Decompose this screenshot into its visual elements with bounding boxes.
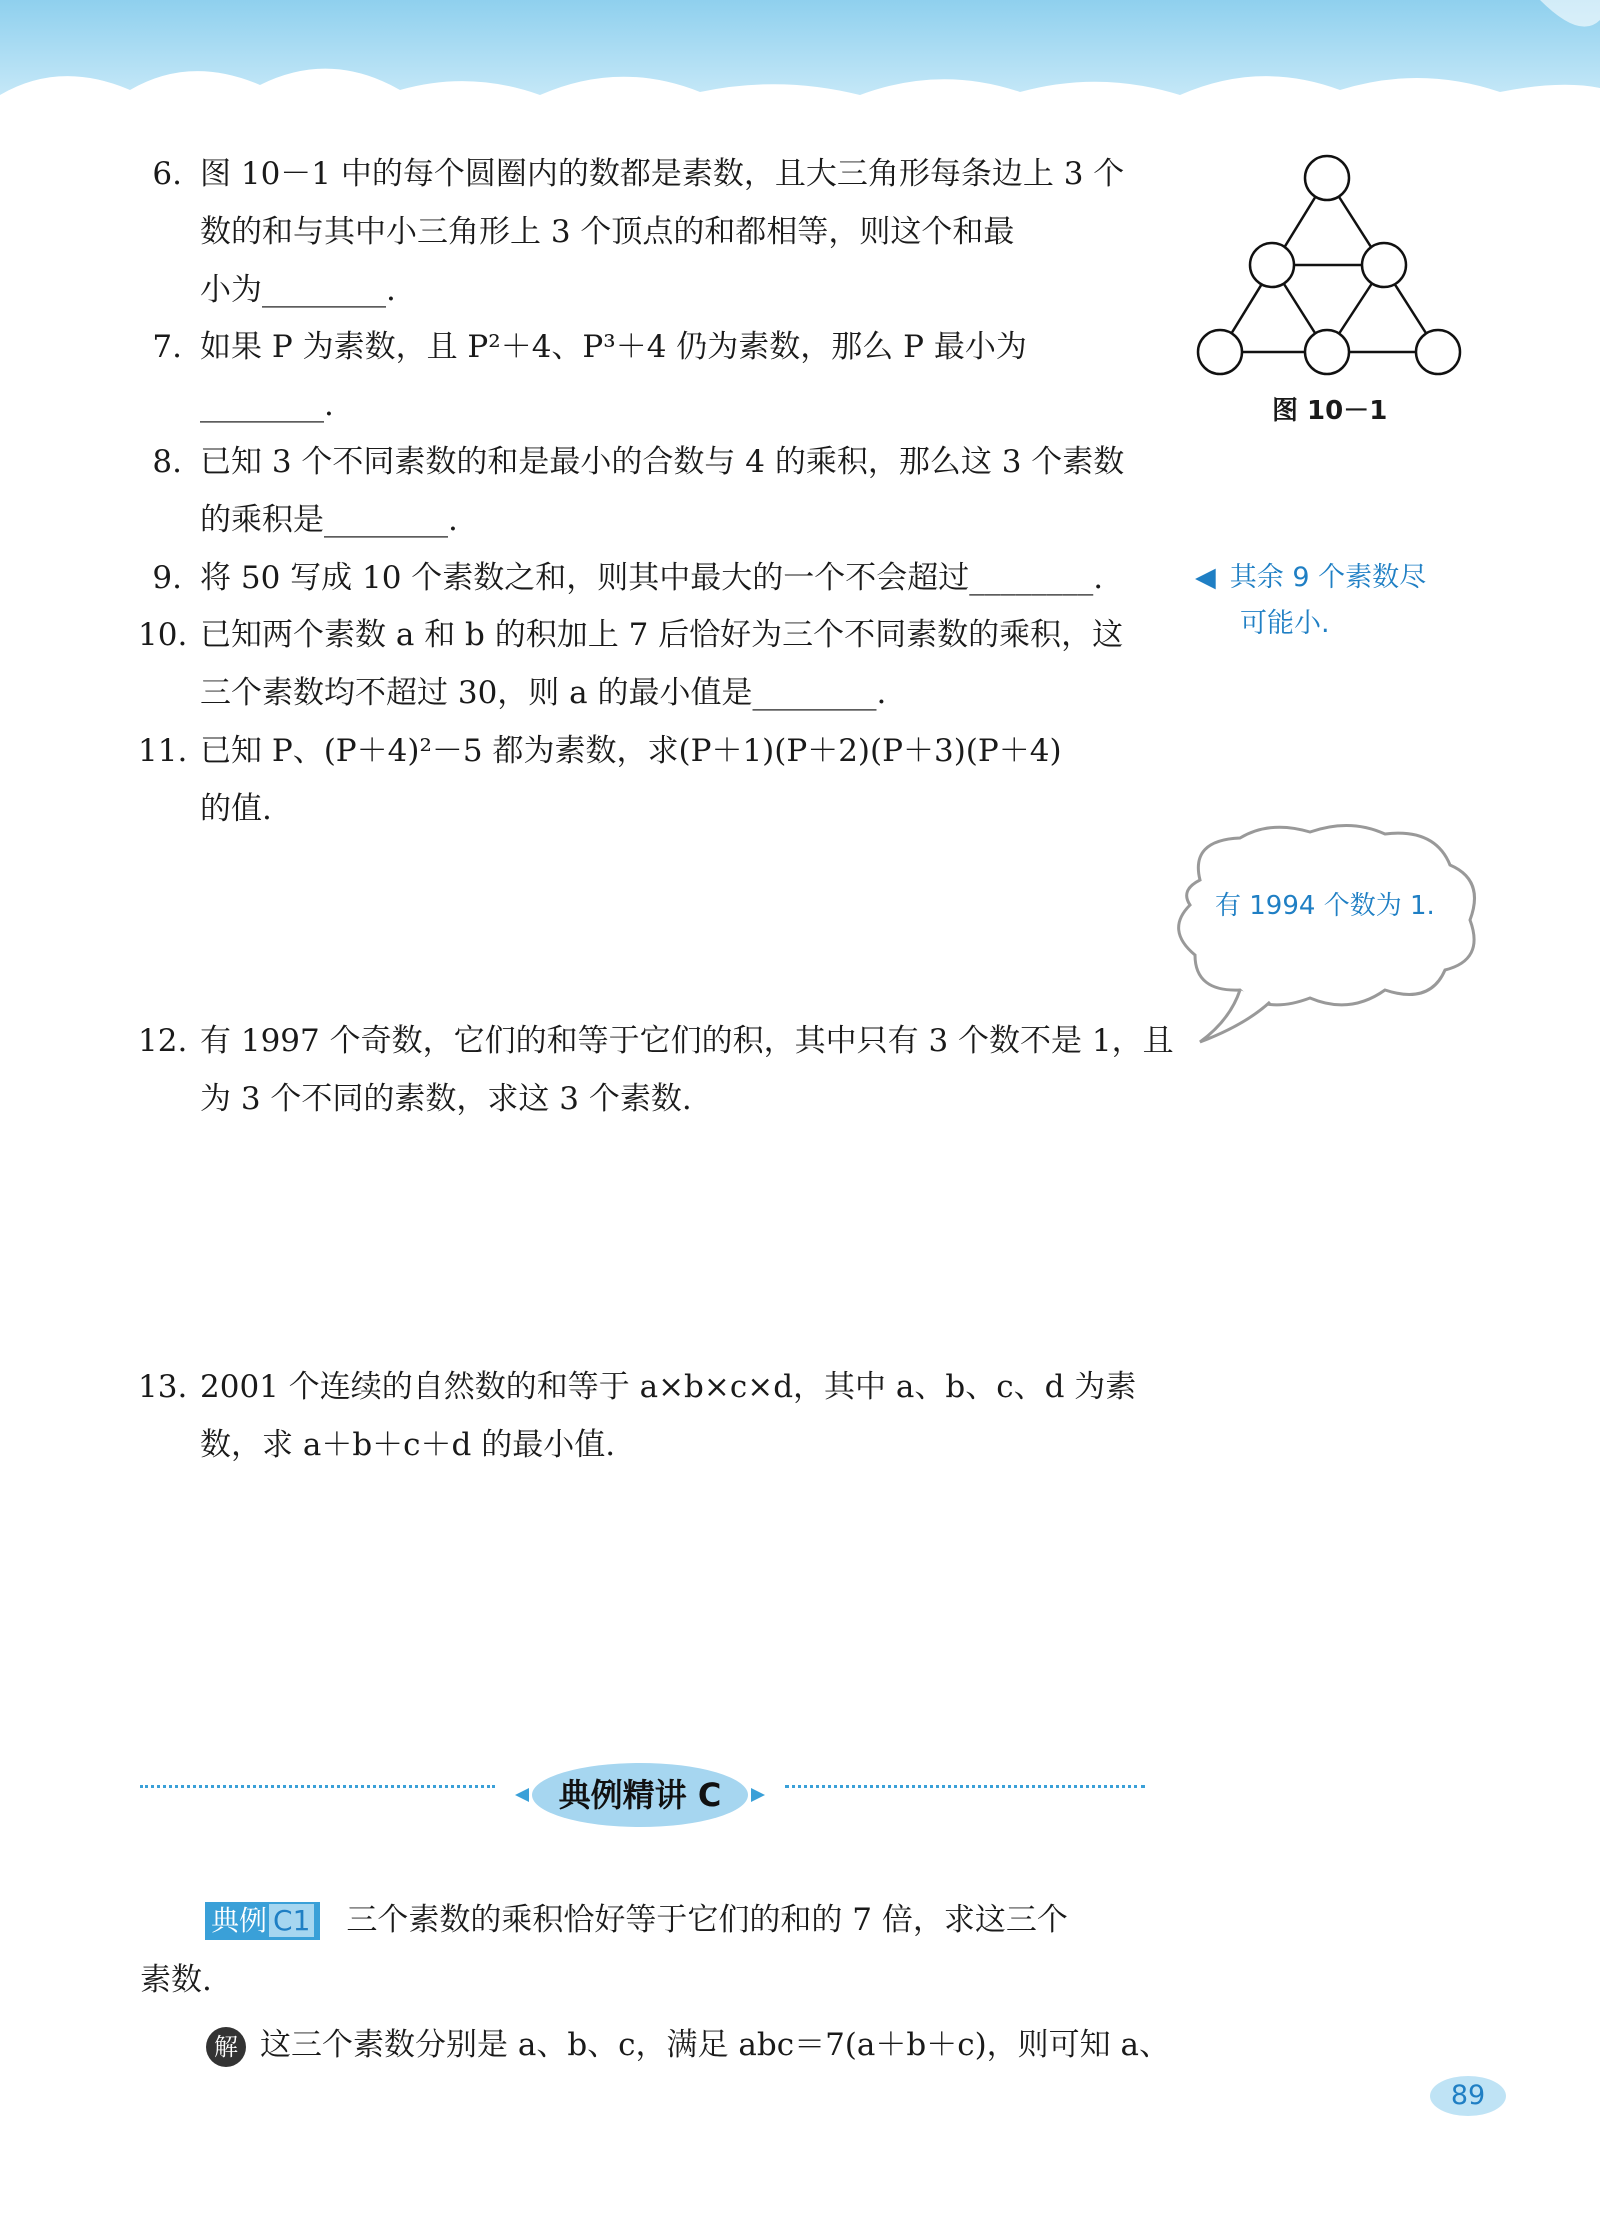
question-line: 小为________. bbox=[200, 272, 396, 308]
question-line: 将 50 写成 10 个素数之和，则其中最大的一个不会超过________. bbox=[200, 560, 1104, 596]
question-line: 数，求 a＋b＋c＋d 的最小值. bbox=[200, 1427, 616, 1463]
example-tag bbox=[205, 1902, 320, 1940]
question-number: 7. bbox=[152, 329, 182, 365]
question-line: 已知 3 个不同素数的和是最小的合数与 4 的乘积，那么这 3 个素数 bbox=[200, 444, 1125, 480]
question-number: 12. bbox=[138, 1023, 188, 1059]
question-line: 为 3 个不同的素数，求这 3 个素数. bbox=[200, 1081, 692, 1117]
figure-circle bbox=[1305, 156, 1349, 200]
section-divider-right bbox=[785, 1785, 1145, 1788]
page-number: 89 bbox=[1450, 2080, 1486, 2111]
figure-circle bbox=[1416, 330, 1460, 374]
figure-circle bbox=[1362, 243, 1406, 287]
question-number: 9. bbox=[152, 560, 182, 596]
question-line: 数的和与其中小三角形上 3 个顶点的和都相等，则这个和最 bbox=[200, 214, 1015, 250]
section-divider-left bbox=[140, 1785, 495, 1788]
solution-badge: 解 bbox=[206, 2027, 246, 2067]
question-number: 10. bbox=[138, 617, 188, 653]
figure-caption: 图 10－1 bbox=[1272, 396, 1388, 426]
thought-bubble-icon bbox=[1160, 820, 1490, 1070]
solution bbox=[206, 2015, 1171, 2075]
figure-circle bbox=[1250, 243, 1294, 287]
triangle-circles-figure bbox=[1190, 150, 1470, 430]
question-line: 图 10－1 中的每个圆圈内的数都是素数，且大三角形每条边上 3 个 bbox=[200, 156, 1125, 192]
example-text: 素数. bbox=[140, 1962, 212, 1998]
question-line: 已知 P、(P＋4)²－5 都为素数，求(P＋1)(P＋2)(P＋3)(P＋4) bbox=[200, 733, 1062, 769]
solution-text: 这三个素数分别是 a、b、c，满足 abc＝7(a＋b＋c)，则可知 a、 bbox=[260, 2027, 1171, 2063]
question-line: 已知两个素数 a 和 b 的积加上 7 后恰好为三个不同素数的乘积，这 bbox=[200, 617, 1124, 653]
side-note bbox=[1195, 555, 1485, 647]
example-c1 bbox=[140, 1890, 1150, 2010]
question-number: 8. bbox=[152, 444, 182, 480]
example-tag-id: C1 bbox=[269, 1904, 314, 1937]
figure-circle bbox=[1305, 330, 1349, 374]
bubble-text: 有 1994 个数为 1. bbox=[1215, 891, 1435, 921]
question-number: 6. bbox=[152, 156, 182, 192]
question-number: 11. bbox=[138, 733, 188, 769]
example-tag-label: 典例 bbox=[211, 1904, 268, 1937]
question-line: ________. bbox=[200, 387, 334, 423]
question-line: 2001 个连续的自然数的和等于 a×b×c×d，其中 a、b、c、d 为素 bbox=[200, 1369, 1137, 1405]
question-line: 如果 P 为素数，且 P²＋4、P³＋4 仍为素数，那么 P 最小为 bbox=[200, 329, 1027, 365]
triangle-left-icon: ◀ bbox=[1195, 562, 1216, 593]
question-line: 的乘积是________. bbox=[200, 502, 458, 538]
question-line: 三个素数均不超过 30，则 a 的最小值是________. bbox=[200, 675, 887, 711]
side-note-line: 其余 9 个素数尽 bbox=[1229, 562, 1427, 593]
example-text: 三个素数的乘积恰好等于它们的和的 7 倍，求这三个 bbox=[346, 1902, 1068, 1938]
question-number: 13. bbox=[138, 1369, 188, 1405]
question-line: 有 1997 个奇数，它们的和等于它们的积，其中只有 3 个数不是 1，且 bbox=[200, 1023, 1174, 1059]
figure-circle bbox=[1198, 330, 1242, 374]
question-line: 的值. bbox=[200, 791, 272, 827]
side-note-line: 可能小. bbox=[1240, 608, 1330, 639]
section-title: 典例精讲 C bbox=[558, 1776, 722, 1814]
